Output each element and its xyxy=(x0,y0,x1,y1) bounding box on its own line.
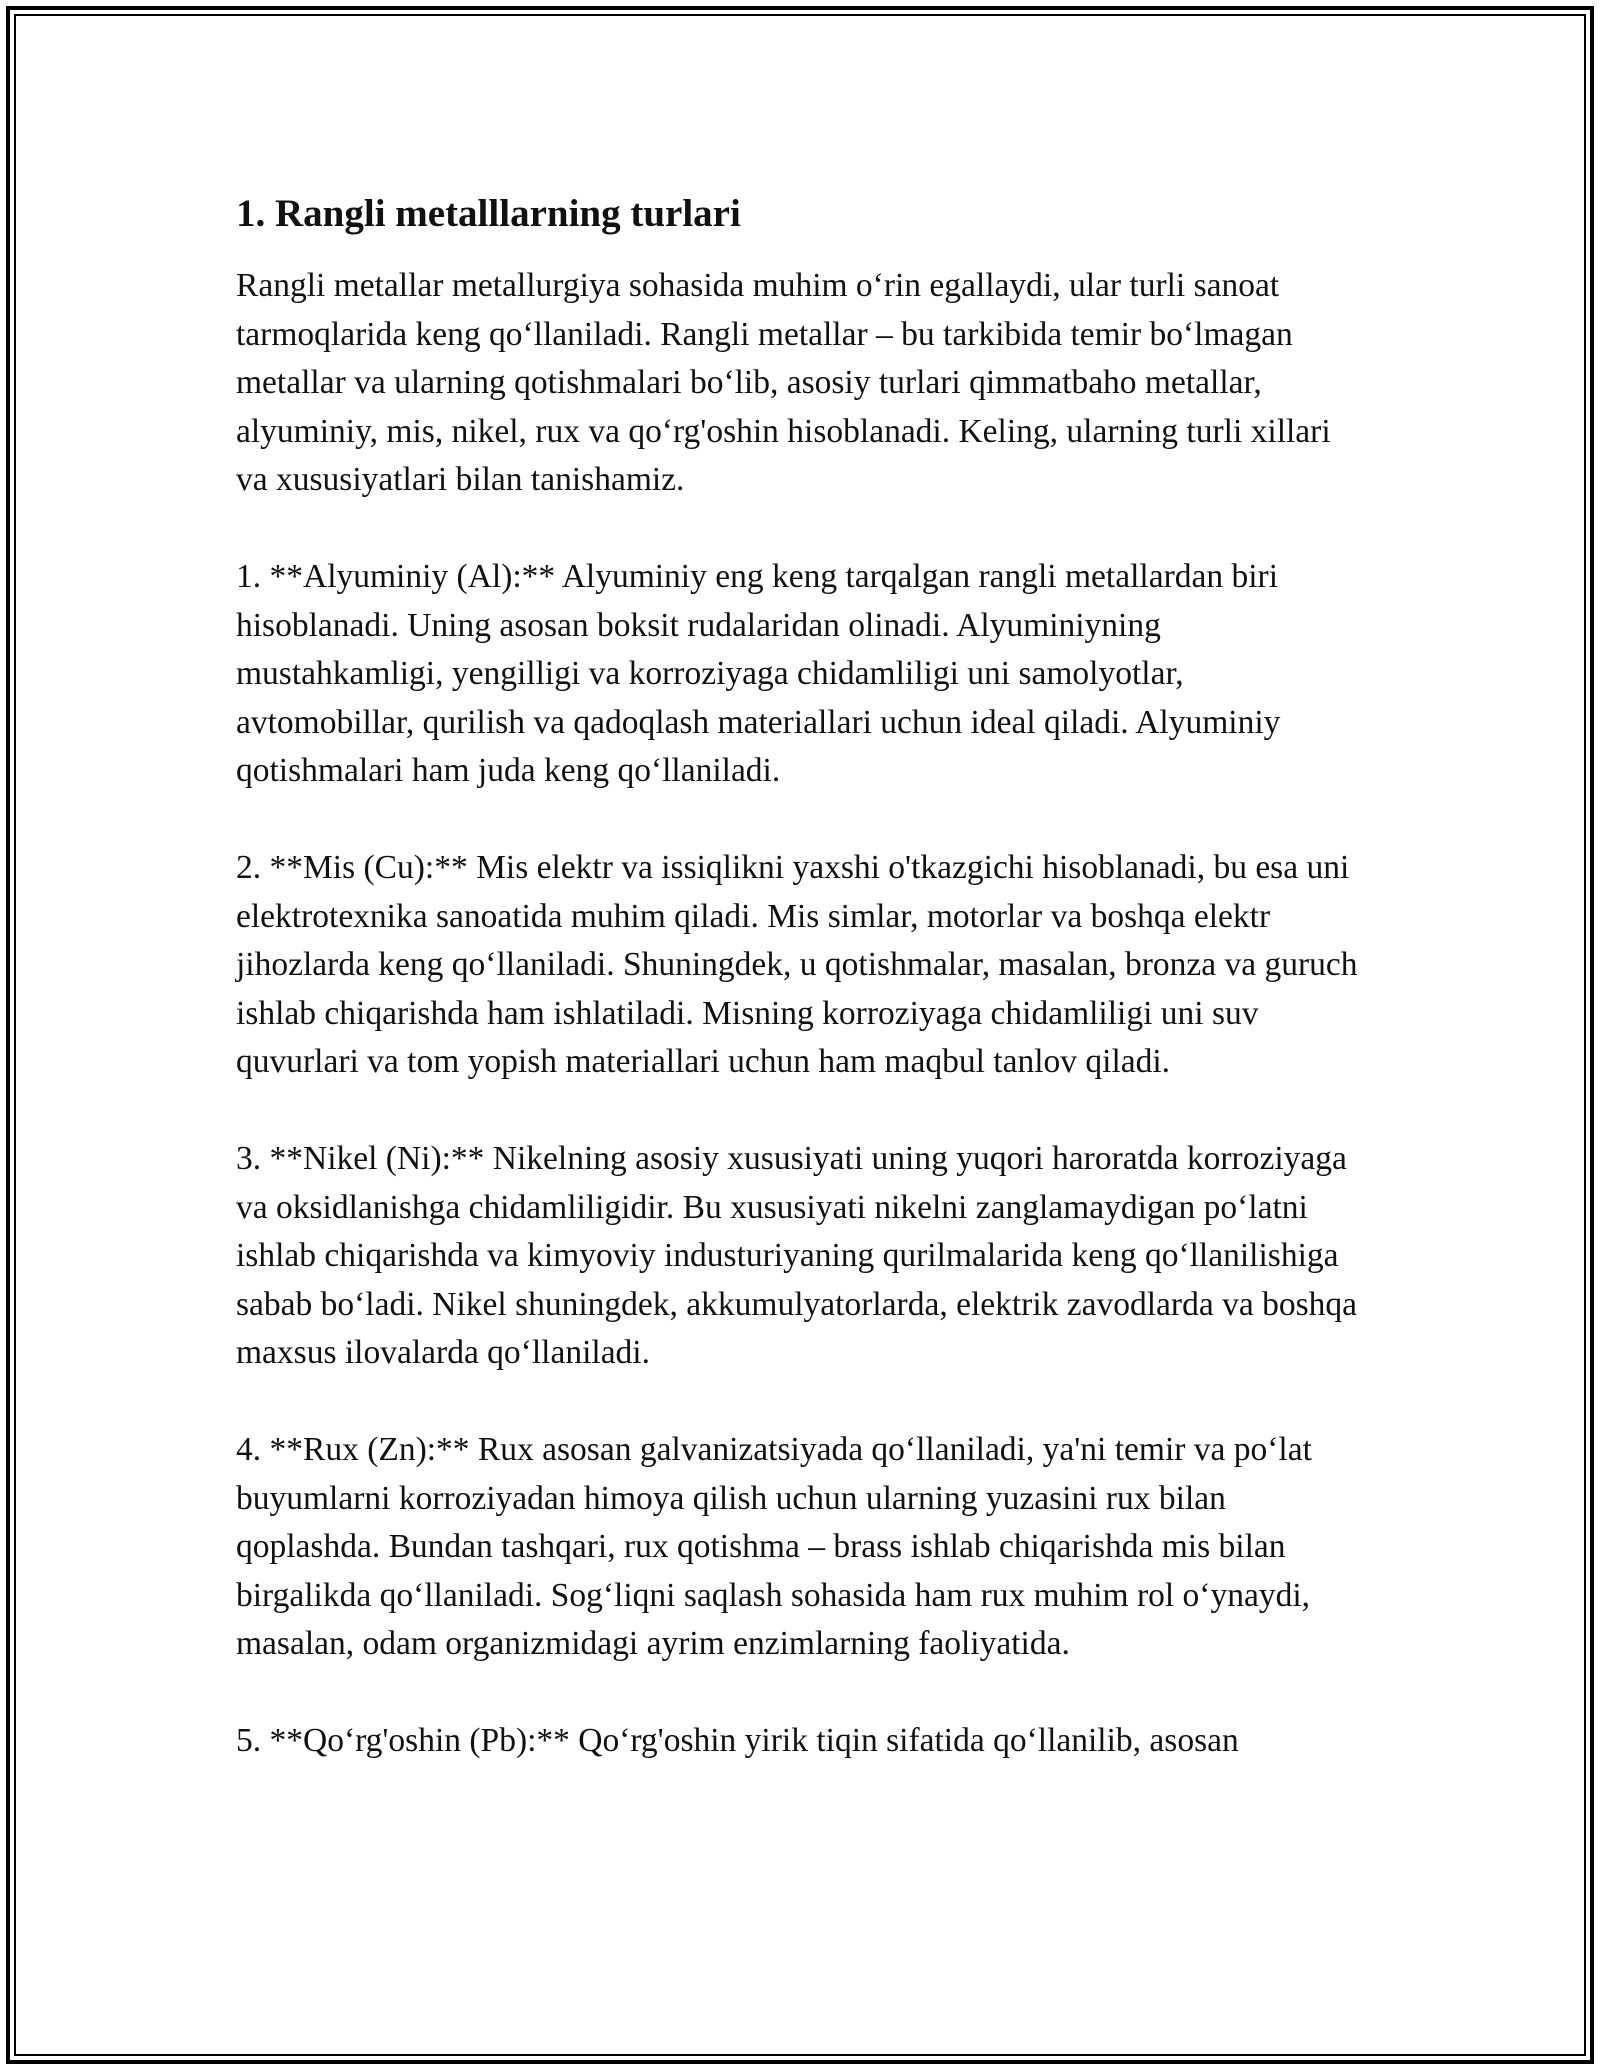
section-heading: 1. Rangli metalllarning turlari xyxy=(236,192,741,235)
document-body xyxy=(236,186,1366,1814)
intro-paragraph: Rangli metallar metallurgiya sohasida muhim o‘rin egallaydi, ular turli sanoat tarmoqlarida keng qo‘llaniladi. Rangli metallar – bu tarkibida temir bo‘lmagan metallar va ularning qotishmalari bo‘lib, asosiy turlari qimmatbaho metallar, alyuminiy, mis, nikel, rux va qo‘rg'oshin hisoblanadi. Keling, ularning turli xillari va xususiyatlari bilan tanishamiz. xyxy=(236,267,1331,498)
paragraph-nickel: 3. **Nikel (Ni):** Nikelning asosiy xususiyati uning yuqori haroratda korroziyaga va oksidlanishga chidamliligidir. Bu xususiyati nikelni zanglamaydigan po‘latni ishlab chiqarishda va kimyoviy industuriyaning qurilmalarida keng qo‘llanilishiga sabab bo‘ladi. Nikel shuningdek, akkumulyatorlarda, elektrik zavodlarda va boshqa maxsus ilovalarda qo‘llaniladi. xyxy=(236,1140,1357,1371)
paragraph-zinc: 4. **Rux (Zn):** Rux asosan galvanizatsiyada qo‘llaniladi, ya'ni temir va po‘lat buyumlarni korroziyadan himoya qilish uchun ularning yuzasini rux bilan qoplashda. Bundan tashqari, rux qotishma – brass ishlab chiqarishda mis bilan birgalikda qo‘llaniladi. Sog‘liqni saqlash sohasida ham rux muhim rol o‘ynaydi, masalan, odam organizmidagi ayrim enzimlarning faoliyatida. xyxy=(236,1431,1312,1662)
paragraph-copper: 2. **Mis (Cu):** Mis elektr va issiqlikni yaxshi o'tkazgichi hisoblanadi, bu esa uni elektrotexnika sanoatida muhim qiladi. Mis simlar, motorlar va boshqa elektr jihozlarda keng qo‘llaniladi. Shuningdek, u qotishmalar, masalan, bronza va guruch ishlab chiqarishda ham ishlatiladi. Misning korroziyaga chidamliligi uni suv quvurlari va tom yopish materiallari uchun ham maqbul tanlov qiladi. xyxy=(236,849,1358,1080)
paragraph-lead: 5. **Qo‘rg'oshin (Pb):** Qo‘rg'oshin yirik tiqin sifatida qo‘llanilib, asosan xyxy=(236,1722,1239,1759)
paragraph-aluminium: 1. **Alyuminiy (Al):** Alyuminiy eng keng tarqalgan rangli metallardan biri hisoblanadi. Uning asosan boksit rudalaridan olinadi. Alyuminiyning mustahkamligi, yengilligi va korroziyaga chidamliligi uni samolyotlar, avtomobillar, qurilish va qadoqlash materiallari uchun ideal qiladi. Alyuminiy qotishmalari ham juda keng qo‘llaniladi. xyxy=(236,558,1281,789)
